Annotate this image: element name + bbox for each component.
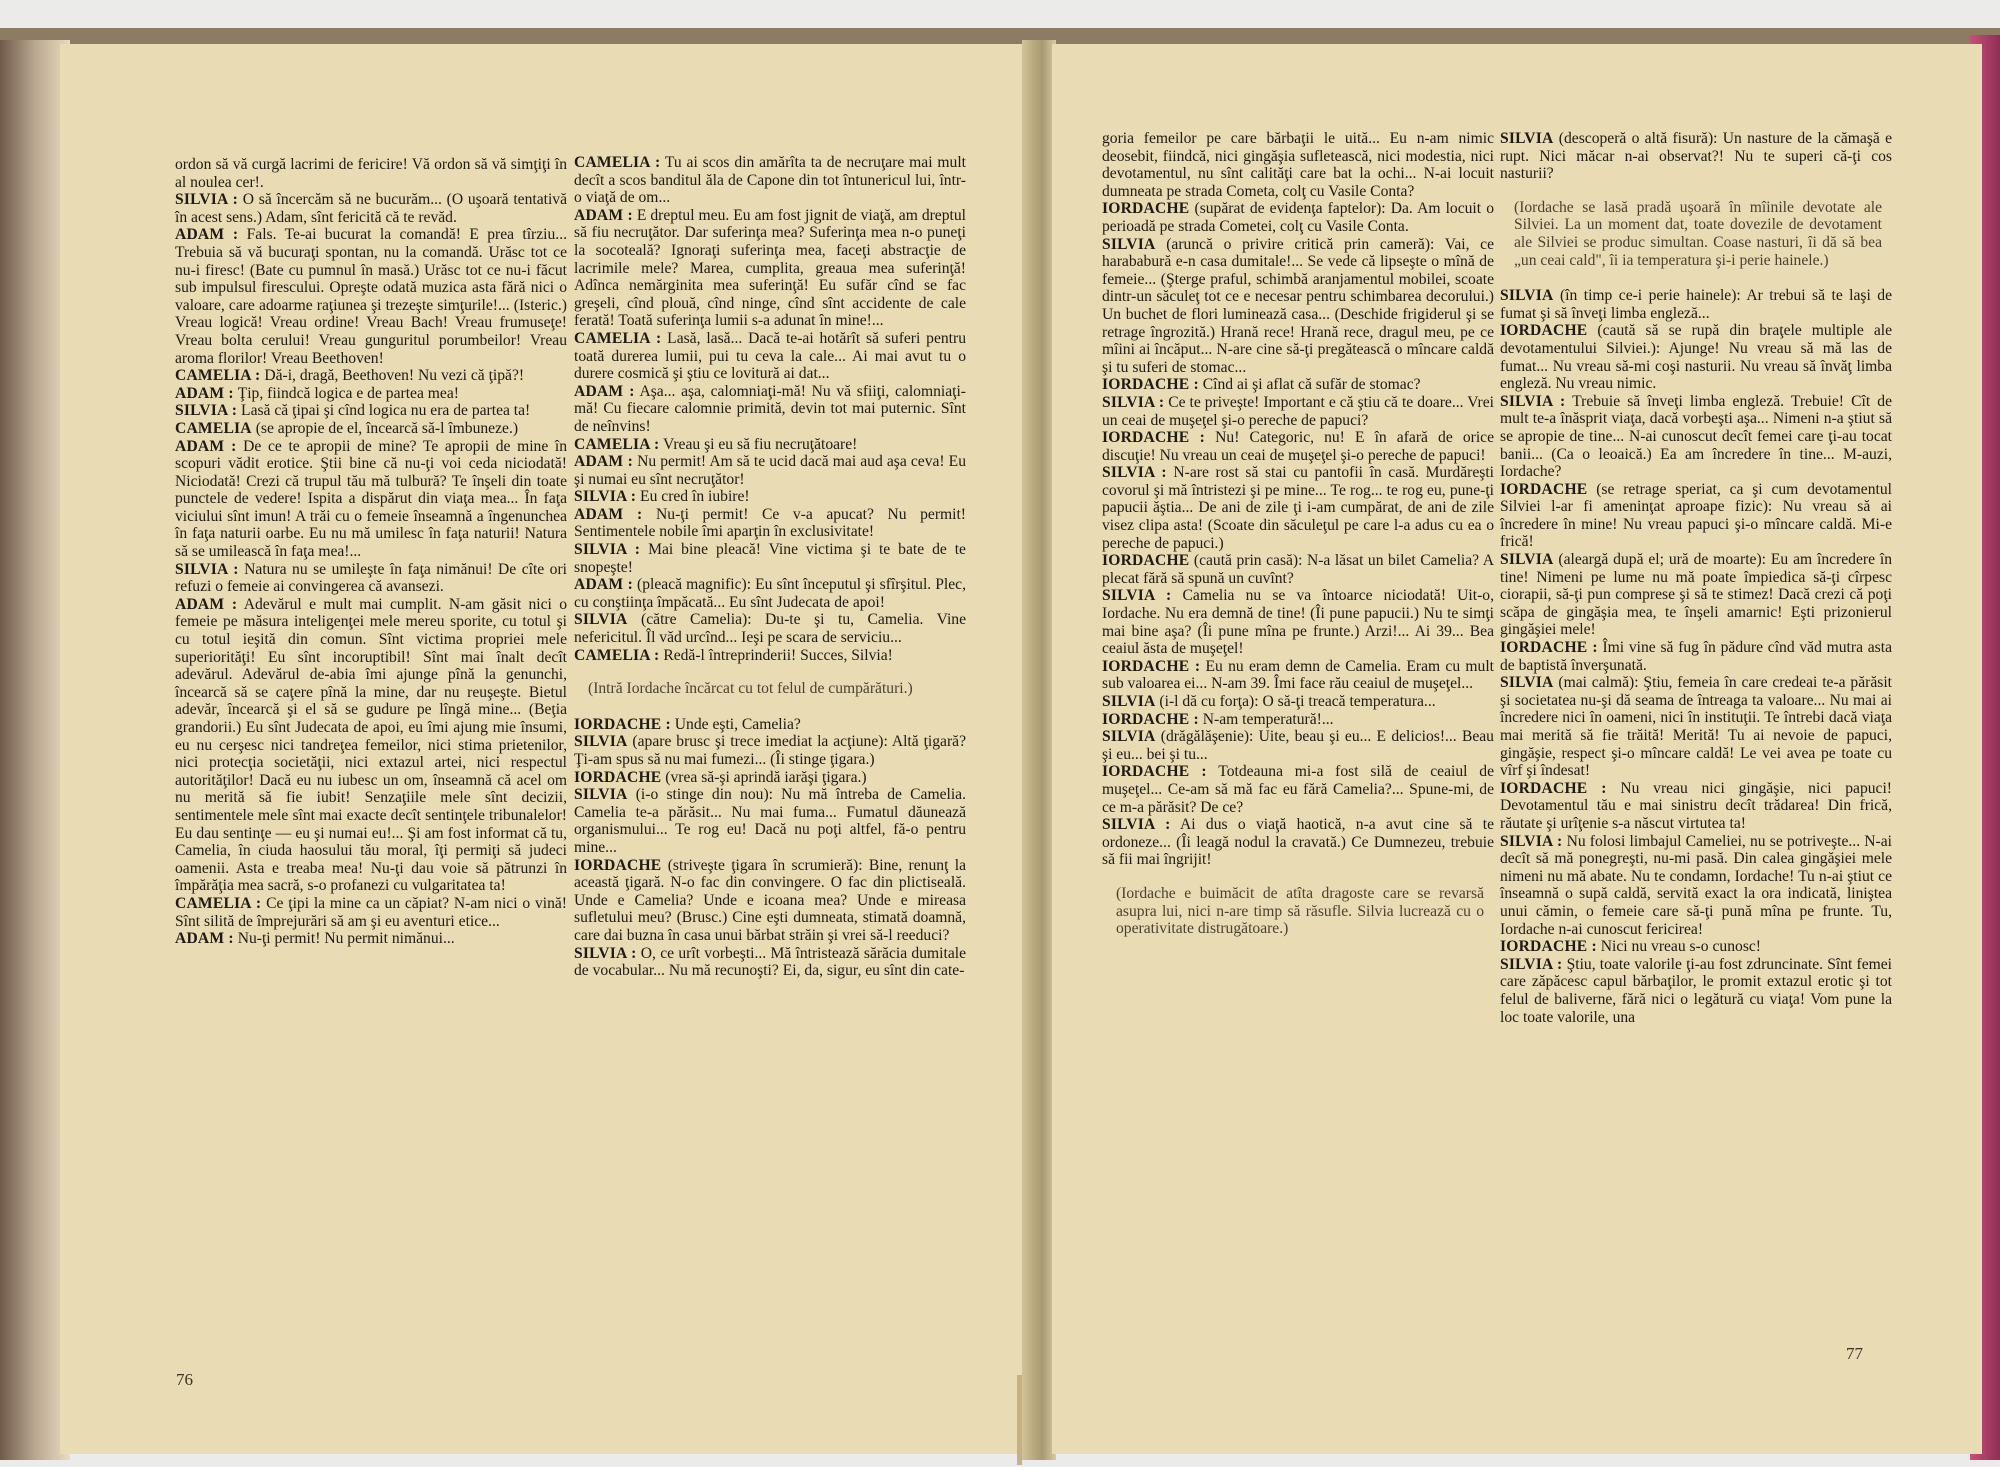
- speaker-name: ADAM :: [175, 226, 239, 244]
- line-text: (către Camelia): Du-te şi tu, Camelia. Vine nefericitul. Îl văd urcînd... Ieşi pe scara de serviciu...: [574, 611, 966, 647]
- speaker-name: IORDACHE :: [1500, 938, 1597, 956]
- bookmark-ribbon: [1017, 1375, 1022, 1465]
- line-text: Ce te priveşte! Important e că ştiu că te doare... Vrei un ceai de muşeţel şi-o pereche de papuci?: [1102, 393, 1494, 429]
- line-text: (striveşte ţigara în scrumieră): Bine, renunţ la această ţigară. N-o fac din convingere. O fac din plictiseală. Unde e Camelia? Unde e icoana mea? Unde e mireasa sufletului meu? (Brusc.) Cine eşti dumneata, stimată doamnă, care dai buzna în casa unui bărbat străin şi vrei să-l reeduci?: [574, 856, 966, 944]
- speaker-name: IORDACHE :: [1102, 376, 1199, 394]
- speaker-name: CAMELIA: [175, 419, 252, 437]
- speaker-name: CAMELIA :: [574, 646, 660, 664]
- speaker-name: SILVIA :: [1102, 587, 1172, 605]
- speaker-name: IORDACHE: [574, 856, 662, 874]
- dialogue-line: [1500, 287, 1892, 322]
- speaker-name: CAMELIA :: [574, 154, 661, 171]
- line-text: Ce ţipi la mine ca un căpiat? N-am nici o vină! Sînt silită de împrejurări să am şi eu aventuri etice...: [175, 894, 568, 930]
- speaker-name: CAMELIA :: [574, 435, 660, 453]
- line-text: Aşa... aşa, calomniaţi-mă! Nu vă sfiiţi, calomniaţi-mă! Cu fiecare calomnie primită, devin tot mai puternic. Sînt de neînvins!: [574, 382, 966, 435]
- dialogue-line: [1102, 728, 1494, 763]
- speaker-name: IORDACHE :: [1102, 429, 1206, 447]
- line-text: O să încercăm să ne bucurăm... (O uşoară tentativă în acest sens.) Adam, sînt fericită că te revăd.: [175, 191, 568, 226]
- dialogue-line: [175, 420, 567, 438]
- line-text: (supărat de evidenţa faptelor): Da. Am locuit o perioadă pe strada Cometei, colţ cu Vasile Conta.: [1102, 200, 1494, 235]
- dialogue-line: [574, 647, 966, 665]
- line-text: (mai calmă): Ştiu, femeia în care credeai te-a părăsit şi societatea nu-şi dă seama de întreaga ta valoare... Nu mai ai încredere nici în oameni, nici în instituţii. Te întrebi dacă viaţa mai merită să fie trăită! Merită! Tu ai nevoie de papuci, gingăşie, respect şi-o mîncare caldă! Le vei avea pe toate cu vîrf şi îndesat!: [1500, 674, 1892, 780]
- line-text: goria femeilor pe care bărbaţii le uită... Eu n-am nimic deosebit, fiindcă, nici gingăşia sufletească, nici modestia, nici devotamentul, nu sînt calităţi care bat la ochi... N-ai locuit dumneata pe strada Cometa, colţ cu Vasile Conta?: [1102, 130, 1494, 200]
- line-text: (i-l dă cu forţa): O să-ţi treacă temperatura...: [1159, 693, 1436, 710]
- page-number-right: 77: [1846, 1344, 1863, 1363]
- line-text: Lasă că ţipai şi cînd logica nu era de partea ta!: [241, 402, 531, 420]
- speaker-name: CAMELIA :: [175, 894, 262, 912]
- line-text: O, ce urît vorbeşti... Mă întristează sărăcia dumitale de vocabular... Nu mă recunoşti? Ei, da, sigur, eu sînt din cate-: [574, 944, 966, 980]
- dialogue-line: [1500, 833, 1892, 939]
- speaker-name: SILVIA: [574, 786, 628, 804]
- speaker-name: SILVIA :: [175, 560, 239, 578]
- dialogue-line: [1102, 376, 1494, 394]
- dialogue-line: [175, 930, 567, 948]
- speaker-name: ADAM :: [175, 930, 234, 948]
- line-text: (în timp ce-i perie hainele): Ar trebui să te laşi de fumat şi să înveţi limba engleză...: [1500, 287, 1892, 322]
- speaker-name: SILVIA :: [1500, 392, 1566, 410]
- right-page-column-2: [1500, 130, 1892, 1026]
- speaker-name: ADAM :: [175, 437, 237, 455]
- line-text: Nu! Categoric, nu! E în afară de orice discuţie! Nu vreau un ceai de muşeţel şi-o pereche de papuci!: [1102, 429, 1494, 464]
- line-text: Ţip, fiindcă logica e de partea mea!: [237, 384, 459, 402]
- speaker-name: SILVIA :: [175, 191, 238, 209]
- dialogue-line: [574, 506, 966, 541]
- speaker-name: ADAM :: [574, 576, 633, 594]
- speaker-name: SILVIA :: [574, 944, 637, 962]
- left-page-column-2: [574, 154, 966, 980]
- line-text: Ştiu, toate valorile ţi-au fost zdruncinate. Sînt femei care zăpăcesc capul bărbaţilor, le promit extazul erotic şi tot felul de baliverne, fără nici o legătură cu viaţa! Vom pune la loc toate valorile, una: [1500, 955, 1892, 1026]
- dialogue-line: [1102, 763, 1494, 816]
- dialogue-line: [1102, 394, 1494, 429]
- speaker-name: SILVIA :: [175, 402, 238, 420]
- speaker-name: IORDACHE: [574, 768, 662, 786]
- line-text: Nici nu vreau s-o cunosc!: [1600, 938, 1761, 956]
- speaker-name: SILVIA: [574, 611, 628, 629]
- line-text: (drăgălăşenie): Uite, beau şi eu... E delicios!... Beau şi eu... bei şi tu...: [1102, 728, 1494, 763]
- speaker-name: IORDACHE :: [574, 715, 671, 733]
- line-text: Îmi vine să fug în pădure cînd văd mutra asta de baptistă înverşunată.: [1500, 639, 1892, 674]
- speaker-name: ADAM :: [574, 505, 643, 523]
- dialogue-line: [175, 226, 567, 367]
- dialogue-line: [574, 576, 966, 611]
- speaker-name: IORDACHE: [1102, 200, 1190, 218]
- dialogue-line: [1500, 780, 1892, 833]
- dialogue-line: [1102, 816, 1494, 869]
- speaker-name: SILVIA :: [1102, 393, 1165, 411]
- right-page-column-1: [1102, 130, 1494, 956]
- line-text: Totdeauna mi-a fost silă de ceaiul de muşeţel... Ce-am să mă fac eu fără Camelia?... Spune-mi, de ce m-a părăsit? De ce?: [1102, 763, 1494, 816]
- dialogue-line: [574, 733, 966, 768]
- speaker-name: SILVIA: [1500, 130, 1554, 147]
- speaker-name: CAMELIA :: [574, 329, 662, 347]
- dialogue-line: [1102, 693, 1494, 711]
- dialogue-line: [1500, 674, 1892, 780]
- stage-direction: (Intră Iordache încărcat cu tot felul de cumpărături.): [588, 680, 913, 698]
- continued-text: [175, 156, 567, 191]
- line-text: Mai bine pleacă! Vine victima şi te bate de te snopeşte!: [574, 541, 966, 576]
- line-text: (vrea să-şi aprindă iarăşi ţigara.): [665, 768, 867, 786]
- line-text: (apare brusc şi trece imediat la acţiune): Altă ţigară? Ţi-am spus să nu mai fumezi... (Îi stinge ţigara.): [574, 733, 966, 768]
- speaker-name: SILVIA :: [1500, 955, 1563, 973]
- dialogue-line: [1500, 938, 1892, 956]
- dialogue-line: [175, 438, 567, 561]
- speaker-name: IORDACHE: [1500, 322, 1588, 340]
- speaker-name: ADAM :: [175, 595, 238, 613]
- line-text: ordon să vă curgă lacrimi de fericire! Vă ordon să vă simţiţi în al noulea cer!.: [175, 156, 567, 191]
- dialogue-line: [574, 436, 966, 454]
- dialogue-line: [574, 383, 966, 436]
- left-page: [60, 44, 1025, 1454]
- line-text: Ai dus o viaţă haotică, n-a avut cine să te ordoneze... (Îi leagă nodul la cravată.) Ce Dumnezeu, trebuie să fii mai îngrijit!: [1102, 816, 1494, 869]
- dialogue-line: [175, 385, 567, 403]
- speaker-name: ADAM :: [574, 382, 635, 400]
- speaker-name: SILVIA: [1500, 551, 1554, 569]
- line-text: (se apropie de el, încearcă să-l îmbuneze.): [255, 419, 519, 437]
- line-text: Redă-l întreprinderii! Succes, Silvia!: [663, 646, 893, 664]
- dialogue-line: [574, 857, 966, 945]
- speaker-name: SILVIA: [574, 733, 628, 751]
- line-text: Unde eşti, Camelia?: [674, 715, 801, 733]
- speaker-name: IORDACHE: [1500, 480, 1588, 498]
- line-text: Nu-ţi permit! Nu permit nimănui...: [237, 930, 455, 948]
- line-text: (i-o stinge din nou): Nu mă întreba de Camelia. Camelia te-a părăsit... Nu mai fuma... Fumatul dăunează organismului... Te rog eu! Dacă nu poţi altfel, fă-o pentru mine...: [574, 786, 966, 856]
- line-text: N-am temperatură!...: [1202, 710, 1334, 728]
- stage-direction: (Iordache e buimăcit de atîta dragoste care se revarsă asupra lui, nici n-are timp să răsufle. Silvia lucrează cu o operativitate distrugătoare.): [1116, 884, 1484, 938]
- dialogue-line: [574, 769, 966, 787]
- line-text: Lasă, lasă... Dacă te-ai hotărît să suferi pentru toată durerea lumii, pui tu ceva la cale... Ai mai avut tu o durere cosmică şi ştiu ce lovitură ai dat...: [574, 329, 966, 383]
- dialogue-line: [574, 488, 966, 506]
- dialogue-line: [175, 402, 567, 420]
- dialogue-line: [1102, 711, 1494, 729]
- dialogue-line: [1500, 130, 1892, 183]
- speaker-name: SILVIA: [1102, 728, 1156, 746]
- speaker-name: SILVIA: [1500, 674, 1554, 692]
- dialogue-line: [1500, 481, 1892, 551]
- line-text: Cînd ai şi aflat că sufăr de stomac?: [1202, 376, 1421, 394]
- speaker-name: SILVIA: [1102, 693, 1156, 710]
- line-text: Vreau şi eu să fiu necruţătoare!: [663, 435, 858, 453]
- dialogue-line: [1500, 639, 1892, 674]
- speaker-name: SILVIA :: [1500, 832, 1563, 850]
- speaker-name: IORDACHE :: [1500, 639, 1598, 657]
- line-text: Dă-i, dragă, Beethoven! Nu vezi că ţipă?!: [264, 367, 525, 385]
- speaker-name: SILVIA :: [574, 541, 641, 559]
- dialogue-line: [175, 191, 567, 226]
- speaker-name: SILVIA :: [1102, 816, 1171, 834]
- speaker-name: CAMELIA :: [175, 367, 261, 385]
- left-page-column-1: [175, 156, 567, 948]
- line-text: Tu ai scos din amărîta ta de necruţare mai mult decît a scos banditul ăla de Capone din tot întunericul lui, într-o viaţă de om...: [574, 154, 966, 207]
- speaker-name: IORDACHE :: [1500, 779, 1607, 797]
- line-text: (se retrage speriat, ca şi cum devotamentul Silviei l-ar fi ameninţat aproape fizic): Nu vreau să ai încredere în mine! Nu vreau papuci şi-o mîncare caldă. Mi-e frică!: [1500, 480, 1892, 551]
- line-text: Camelia nu se va întoarce niciodată! Uit-o, Iordache. Nu era demnă de tine! (Îi pune papucii.) Nu te simţi mai bine aşa? (Îi pune mîna pe frunte.) Arzi!... Ai 39... Bea ceaiul ăsta de muşeţel!: [1102, 587, 1494, 658]
- line-text: Trebuie să înveţi limba engleză. Trebuie! Cît de mult te-a înăsprit viaţa, dacă vorbeşti aşa... Nimeni n-a ştiut să se apropie de tine... N-ai cunoscut decît femei care ţi-au tocat banii... (Ca o leoaică.) Ea am încredere în tine... M-auzi, Iordache?: [1500, 392, 1892, 481]
- dialogue-line: [1500, 551, 1892, 639]
- dialogue-line: [175, 561, 567, 596]
- dialogue-line: [175, 367, 567, 385]
- dialogue-line: [1102, 236, 1494, 377]
- dialogue-line: [574, 330, 966, 383]
- line-text: (descoperă o altă fisură): Un nasture de la cămaşă e rupt. Nici măcar n-ai observat?! Nu te superi că-ţi cos nasturii?: [1500, 130, 1892, 183]
- line-text: (caută prin casă): N-a lăsat un bilet Camelia? A plecat fără să spună un cuvînt?: [1102, 552, 1495, 587]
- dialogue-line: [1102, 429, 1494, 464]
- line-text: (aruncă o privire critică prin cameră): Vai, ce harababură e-n casa dumitale!... Se vede că lipseşte o mînă de femeie... (Şterge praful, schimbă aranjamentul mobilei, scoate dintr-un săculeţ tot ce e necesar pentru schimbarea decorului.) Un buchet de flori luminează casa... (Deschide frigiderul şi se retrage îngrozită.) Hrană rece! Hrană rece, dragul meu, pe ce mîini ai încăput... N-are cine să-ţi pregătească o mîncare caldă şi tu suferi de stomac...: [1102, 235, 1495, 376]
- dialogue-line: [574, 716, 966, 734]
- line-text: (aleargă după el; ură de moarte): Eu am încredere în tine! Nimeni pe lume nu mă poate împiedica să-ţi cîrpesc ciorapii, să-ţi pun comprese şi să te stimez! Dacă crezi că poţi scăpa de gingăşia mea, te înşeli amarnic! Eşti prizonierul gingăşiei mele!: [1500, 551, 1892, 639]
- dialogue-line: [574, 786, 966, 856]
- dialogue-line: [574, 541, 966, 576]
- dialogue-line: [175, 596, 567, 895]
- dialogue-line: [574, 207, 966, 330]
- continued-text: [1102, 130, 1494, 200]
- line-text: Natura nu se umileşte în faţa nimănui! De cîte ori refuzi o femeie ai convingerea că avansezi.: [175, 560, 567, 596]
- line-text: E dreptul meu. Eu am fost jignit de viaţă, am dreptul să fiu necruţător. Dar suferinţa mea? Suferinţa mea n-o puneţi la socoteală? Ignoraţi suferinţa mea, faceţi abstracţie de lacrimile mele? Marea, cumplita, greaua mea suferinţă! Adînca nemărginita mea suferinţă! Eu sufăr cînd se fac greşeli, cînd plouă, cînd ninge, cînd sînt accidente de cale ferată! Toată suferinţa lumii s-a adunat în mine!...: [574, 206, 966, 330]
- dialogue-line: [1500, 393, 1892, 481]
- book-gutter: [1022, 40, 1056, 1460]
- dialogue-line: [1102, 552, 1494, 587]
- dialogue-line: [574, 154, 966, 207]
- line-text: Adevărul e mult mai cumplit. N-am găsit nici o femeie pe măsura inteligenţei mele mereu sporite, cu totul şi cu totul ieşită din comun. Sînt victima propriei mele superiorităţi! Eu sînt incoruptibil! Sînt mai înalt decît adevărul. Adevărul de-abia îmi ajunge pînă la genunchi, încearcă să se caţere pînă la mine, dar nu reuşeşte. Bietul adevăr, încearcă şi el să se gudure pe lîngă mine... (Beţia grandorii.) Eu sînt Judecata de apoi, eu îmi ajung mie însumi, eu nu cerşesc nici tandreţea femeilor, nici stima prietenilor, nici protecţia societăţii, nici extazul artei, nici respectul autorităţilor! Dacă eu nu iubesc un om, înseamnă că acel om nu merită să fie iubit! Senzaţiile mele sînt decizii, sentimentele mele sînt mai exacte decît sentinţele tribunalelor! Eu dau sentinţe — eu şi numai eu!... Şi am fost informat că tu, Camelia, în ciuda haosului tău moral, îţi permiţi să judeci oamenii. Asta e treaba mea! Nu-ţi dau voie să pătrunzi în împărăţia mea sacră, s-o profanezi cu vulgaritatea ta!: [175, 595, 567, 895]
- dialogue-line: [1500, 322, 1892, 392]
- speaker-name: ADAM :: [175, 384, 234, 402]
- dialogue-line: [1102, 658, 1494, 693]
- line-text: Eu nu eram demn de Camelia. Eram cu mult sub valoarea ei... N-am 39. Îmi face rău ceaiul de muşeţel...: [1102, 657, 1494, 693]
- dialogue-line: [1500, 956, 1892, 1026]
- stage-direction: (Iordache se lasă pradă uşoară în mîinile devotate ale Silviei. La un moment dat, toate dovezile de devotament ale Silviei se produc simultan. Coase nasturi, îi dă să bea „un ceai cald", îi ia temperatura şi-i perie hainele.): [1514, 198, 1882, 269]
- speaker-name: SILVIA: [1500, 287, 1554, 305]
- right-page: [1052, 44, 1982, 1454]
- line-text: (pleacă magnific): Eu sînt începutul şi sfîrşitul. Plec, cu conştiinţa împăcată... Eu sînt Judecata de apoi!: [574, 576, 966, 611]
- speaker-name: IORDACHE :: [1102, 763, 1207, 781]
- speaker-name: IORDACHE :: [1102, 657, 1201, 675]
- speaker-name: IORDACHE :: [1102, 710, 1199, 728]
- speaker-name: ADAM :: [574, 453, 633, 471]
- speaker-name: IORDACHE: [1102, 552, 1190, 570]
- line-text: Nu vreau nici gingăşie, nici papuci! Devotamentul tău e mai sinistru decît trădarea! Din frică, răutate şi urîţenie s-a născut virtutea ta!: [1500, 779, 1892, 832]
- dialogue-line: [1102, 587, 1494, 657]
- line-text: (caută să se rupă din braţele multiple ale devotamentului Silviei.): Ajunge! Nu vreau să mă las de fumat... Nu vreau să-mi coşi nasturii. Nu vreau să învăţ limba engleză. Nu vreau nimic.: [1500, 322, 1892, 393]
- speaker-name: SILVIA :: [1102, 464, 1167, 482]
- line-text: Nu-ţi permit! Ce v-a apucat? Nu permit! Sentimentele nobile îmi aparţin în exclusivitate!: [574, 505, 966, 541]
- line-text: Fals. Te-ai bucurat la comandă! E prea tîrziu... Trebuia să vă bucuraţi spontan, nu la comandă. Urăsc tot ce nu-i firesc! (Bate cu pumnul în masă.) Urăsc tot ce nu-i făcut sub impulsul firescului. Opreşte odată muzica asta fără nici o valoare, care adoarme raţiunea şi trezeşte simţurile!... (Isteric.) Vreau logică! Vreau ordine! Vreau Bach! Vreau frumuseţe! Vreau bolta cerului! Vreau gunguritul porumbeilor! Vreau aroma florilor! Vreau Beethoven!: [175, 226, 567, 367]
- dialogue-line: [1102, 464, 1494, 552]
- speaker-name: ADAM :: [574, 206, 633, 224]
- speaker-name: SILVIA :: [574, 488, 637, 506]
- page-number-left: 76: [176, 1370, 193, 1389]
- dialogue-line: [1102, 200, 1494, 235]
- line-text: Eu cred în iubire!: [640, 488, 750, 506]
- dialogue-line: [574, 453, 966, 488]
- dialogue-line: [574, 611, 966, 646]
- speaker-name: SILVIA: [1102, 235, 1156, 253]
- dialogue-line: [574, 945, 966, 980]
- line-text: N-are rost să stai cu pantofii în casă. Murdăreşti covorul şi mă întristezi şi pe mine... Te rog... te rog eu, pune-ţi papucii ăştia... De ani de zile ţi i-am cumpărat, de ani de zile visez clipa asta! (Scoate din săculeţul pe care l-a adus cu ea o pereche de papuci.): [1102, 464, 1494, 552]
- line-text: Nu folosi limbajul Cameliei, nu se potriveşte... N-ai decît să mă ponegreşti, nu-mi pasă. Din calea gingăşiei mele nimeni nu mă abate. Nu te condamn, Iordache! Tu n-ai ştiut ce înseamnă o supă caldă, servită exact la ora indicată, liniştea unui cămin, o femeie care să-ţi pună mîna pe frunte. Tu, Iordache n-ai cunoscut fericirea!: [1500, 832, 1892, 938]
- line-text: Nu permit! Am să te ucid dacă mai aud aşa ceva! Eu şi numai eu sînt necruţător!: [574, 453, 967, 488]
- dialogue-line: [175, 895, 567, 930]
- line-text: De ce te apropii de mine? Te apropii de mine în scopuri vădit erotice. Ştii bine că nu-ţi voi ceda niciodată! Niciodată! Crezi că trupul tău mă tulbură? Te înşeli din toate punctele de vedere! Ispita a dispărut din viaţa mea... În faţa viciului sînt imun! A trăi cu o femeie înseamnă a îngenunchea în faţa naturii oarbe. Eu nu mă umilesc în faţa naturii! Natura să se umilească în faţa mea!...: [175, 437, 568, 561]
